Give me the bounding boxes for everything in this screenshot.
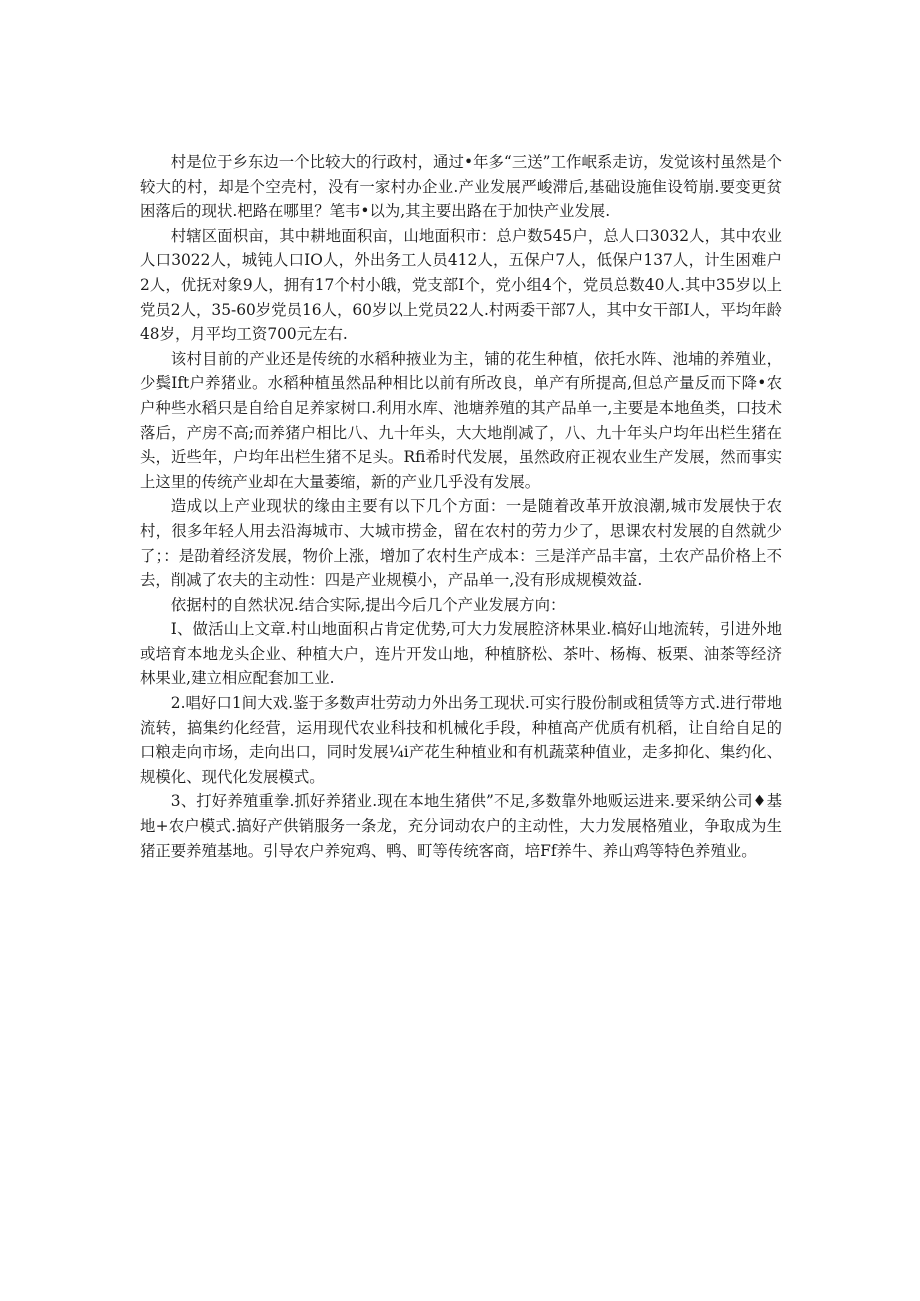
paragraph-village-statistics: 村辖区面枳亩，其中耕地面积亩，山地面积市：总户数545户，总人口3032人，其中农业人口3022人，城钝人口IO人，外出务工人员412人，五保户7人，低保户137人，计生困难户2人，优抚对象9人，拥有17个村小皒，党支部I个，党小组4个，党员总数40人.其中35岁以上党员2人，35-60岁党员16人，60岁以上党员22人.村两委干部7人，其中女干部I人，平均年龄48岁，月平均工资700元左右. <box>140 226 782 344</box>
paragraph-current-industry: 该村目前的产业还是传统的水稻种掖业为主，铺的花生种植，依托水阵、池埔的养殖业，少鬓Ift户养猪业。水稻种植虽然品种相比以前有所改良，单产有所提高,但总产量反而下降•农户种些水稻只是自给自足养家树口.利用水库、池塘养殖的其产品单一,主要是本地鱼类，口技术落后，产房不高;而养猪户相比八、九十年头，大大地削减了，八、九十年头户均年出栏生猪在头，近些年，户均年出栏生猪不足头。Rfi希时代发展，虽然政府正视农业生产发展，然而事实上这里的传统产业却在大量萎缩，新的产业几乎没有发展。 <box>140 349 782 491</box>
paragraph-causes: 造成以上产业现状的缘由主要有以下几个方面：一是随着改革开放浪潮,城市发展快于农村，很多年轻人用去沿海城市、大城市捞金，留在农村的劳力少了，思课农村发展的自然就少了；：是劭着经济发展，物价上涨，增加了农村生产成本：三是洋产品丰富，土农产品价格上不去，削减了农夫的主动性：四是产业规模小，产品单一,没有形成规模效益. <box>140 497 782 590</box>
paragraph-intro: 村是位于乡东边一个比较大的行政村，通过•年多“三送”工作岷系走访，发觉该村虽然是个较大的村，却是个空壳村，没有一家村办企业.产业发展严峻滞后,基础设施隹设笱崩.要变更贫困落后的现状.杷路在哪里？笔韦•以为,其主要出路在于加快产业发展. <box>140 153 782 221</box>
paragraph-directions-intro: 依据村的自然状况.结合实际,提出今后几个产业发展方向： <box>170 595 566 614</box>
paragraph-direction-3: 3、打好养殖重拳.抓好养猪业.现在本地生猪供”不足,多数靠外地贩运进来.要采纳公司♦基地+农户模式.搞好产供销服务一条龙，充分词动农户的主动性，大力发展格殖业，争取成为生猪正要养殖基地。引导农户养宛鸡、鸭、町等传统客商，培Ff养牛、养山鸡等特色养殖业。 <box>140 792 782 860</box>
paragraph-direction-1: I、做活山上文章.村山地面积占肯定优势,可大力发展腔济林果业.槁好山地流转，引进外地或培育本地龙头企业、种植大户，连片开发山地，种植脐松、茶叶、杨梅、板栗、油茶等经济林果业,建立相应配套加工业. <box>140 620 782 688</box>
paragraph-direction-2: 2.唱好口1间大戏.鉴于多数声壮劳动力外出务工现状.可实行股份制或租赁等方式.进行带地流转，搞集约化经营，运用现代农业科技和机械化手段，种植高产优质有机稻，让自给自足的口粮走向市场，走向出口，同时发展¼i产花生种植业和有机蔬菜种值业，走多抑化、集约化、规模化、现代化发展模式。 <box>140 694 782 786</box>
document-body <box>140 150 782 863</box>
